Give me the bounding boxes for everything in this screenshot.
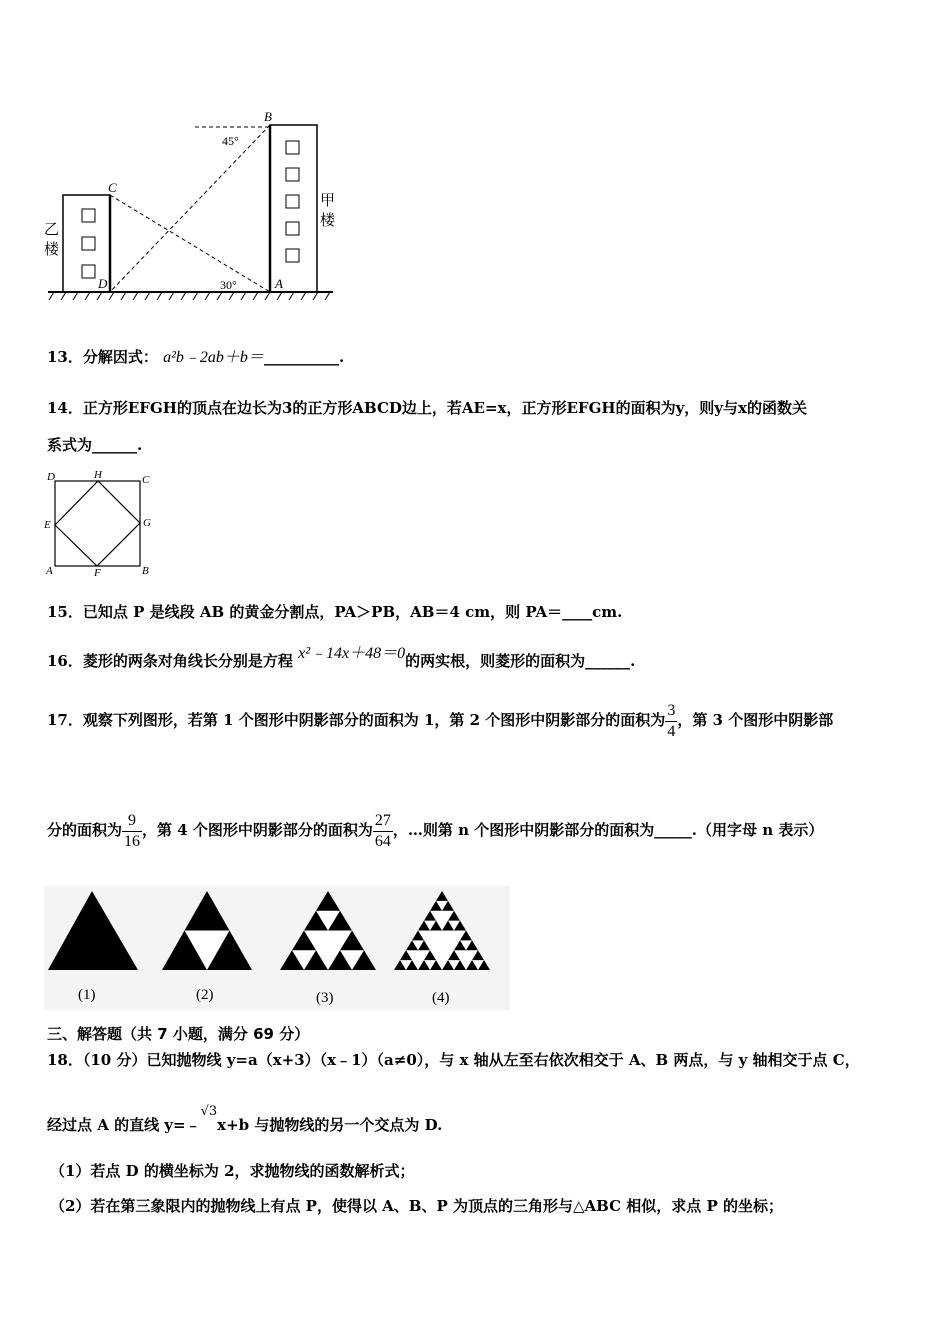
question-17-line1 (47, 700, 833, 742)
label-B: B (264, 109, 272, 124)
label-H: H (94, 469, 102, 481)
question-14 (47, 397, 807, 418)
q17-text-b: ，第 3 个图形中阴影部 (677, 711, 834, 729)
q18-line1: （10 分）已知抛物线 y=a（x+3）（x﹣1）（a≠0），与 x 轴从左至右依次相交于 A、B 两点，与 y 轴相交于点 C， (82, 1051, 860, 1069)
q13-end: . (338, 348, 345, 366)
question-15 (47, 601, 622, 622)
q15-text: 已知点 P 是线段 AB 的黄金分割点，PA＞PB，AB＝4 cm，则 PA＝____cm. (82, 603, 623, 621)
question-13 (47, 344, 344, 367)
caption-3: (3) (316, 990, 334, 1006)
sqrt-3: √3 (200, 1104, 218, 1119)
label-E: E (44, 519, 51, 531)
sightline-CA (110, 195, 270, 292)
fraction-9-16: $\frac{9}{16}$ (124, 811, 141, 850)
q17-text-d: ，第 4 个图形中阴影部分的面积为 (142, 821, 373, 839)
q13-number: 13． (47, 348, 83, 366)
question-18-line1 (47, 1049, 860, 1070)
label-A: A (275, 276, 283, 291)
label-G: G (143, 517, 151, 529)
caption-2: (2) (196, 987, 214, 1003)
caption-4: (4) (432, 990, 450, 1006)
triangles-figure (44, 886, 510, 1010)
q14-number: 14． (47, 399, 83, 417)
q17-text-c: 分的面积为 (47, 821, 123, 839)
building-right-label-2: 楼 (320, 213, 336, 229)
q16-number: 16． (47, 652, 83, 670)
q17-text-a: 观察下列图形，若第 1 个图形中阴影部分的面积为 1，第 2 个图形中阴影部分的面积为 (82, 711, 666, 729)
question-18-part1: （1）若点 D 的横坐标为 2，求抛物线的函数解析式； (50, 1162, 415, 1180)
q16-pre: 菱形的两条对角线长分别是方程 (82, 652, 293, 670)
question-14-line2: 系式为______. (47, 436, 143, 454)
building-left-label-2: 楼 (44, 242, 60, 258)
fraction-27-64: $\frac{27}{64}$ (374, 811, 391, 850)
label-C: C (108, 180, 117, 195)
building-left-label-1: 乙 (44, 222, 60, 238)
fraction-3-4: $\frac{3}{4}$ (667, 701, 676, 740)
question-18-line2 (47, 1104, 443, 1135)
sightline-BD (110, 125, 270, 292)
square-EFGH (55, 481, 140, 566)
label-B: B (142, 565, 149, 577)
q18-line2-b: x+b 与抛物线的另一个交点为 D. (217, 1116, 443, 1134)
q14-line1: 正方形EFGH的顶点在边长为3的正方形ABCD边上，若AE=x，正方形EFGH的面积为y，则y与x的函数关 (82, 399, 807, 417)
label-D: D (98, 276, 108, 291)
angle-45: 45° (222, 134, 239, 148)
label-D: D (47, 471, 55, 483)
q18-line2-a: 经过点 A 的直线 y=﹣ (47, 1116, 201, 1134)
q13-blank: __________ (263, 348, 339, 366)
angle-30: 30° (220, 278, 237, 292)
q16-equation: x²﹣14x＋48＝0 (298, 645, 406, 662)
buildings-figure (40, 105, 340, 305)
question-16 (47, 645, 636, 671)
label-A: A (46, 565, 53, 577)
square-figure (42, 468, 157, 578)
label-C: C (142, 474, 150, 486)
building-right-label-1: 甲 (320, 193, 336, 209)
caption-1: (1) (78, 987, 96, 1003)
question-17-line2 (47, 810, 823, 852)
ground-hatching (49, 292, 330, 300)
square-ABCD (55, 481, 140, 566)
q15-number: 15． (47, 603, 83, 621)
question-18-part2: （2）若在第三象限内的抛物线上有点 P，使得以 A、B、P 为顶点的三角形与△ABC 相似，求点 P 的坐标； (50, 1197, 783, 1215)
label-F: F (94, 567, 101, 578)
q13-text: 分解因式： (82, 348, 158, 366)
q16-post: 的两实根，则菱形的面积为______. (405, 652, 636, 670)
q17-text-e: ，…则第 n 个图形中阴影部分的面积为_____.（用字母 n 表示） (392, 821, 824, 839)
q18-number: 18． (47, 1051, 83, 1069)
section-3-title: 三、解答题（共 7 小题，满分 69 分） (47, 1025, 310, 1043)
q17-number: 17． (47, 711, 83, 729)
q13-expression: a²b﹣2ab＋b＝ (163, 349, 264, 366)
